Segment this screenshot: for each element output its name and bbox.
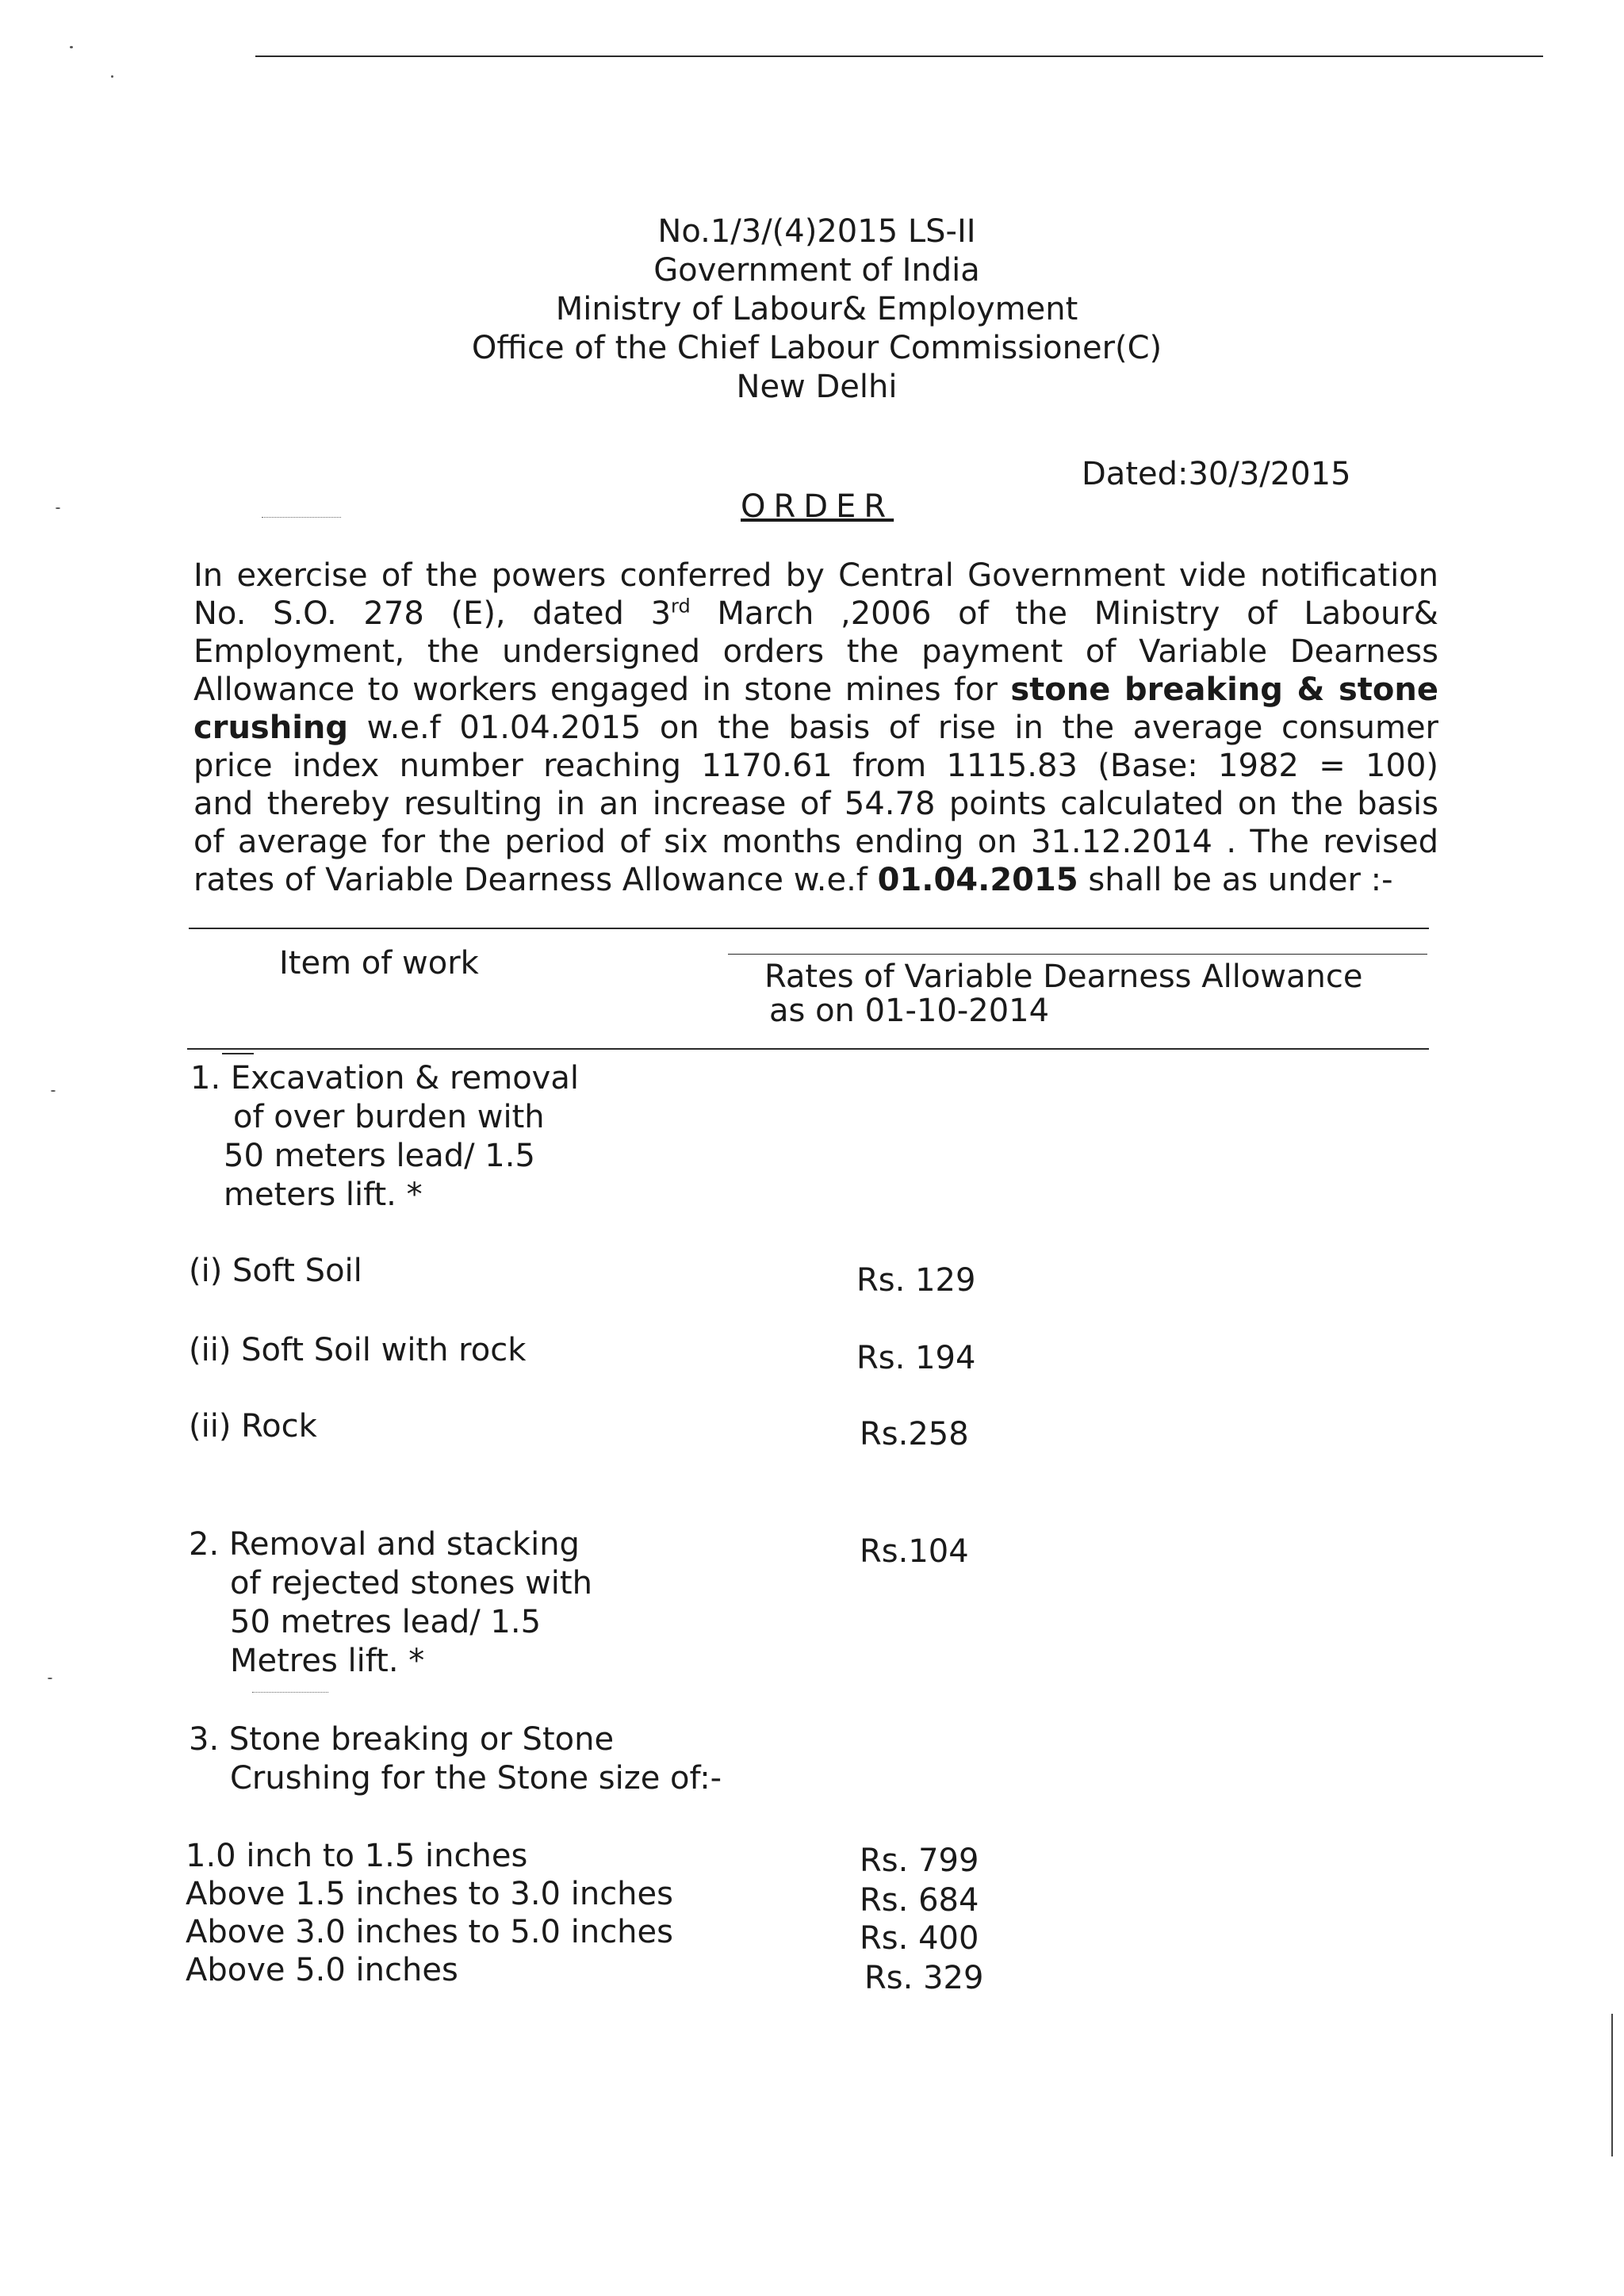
item-line: 1. Excavation & removal [190, 1060, 579, 1096]
bold-date: 01.04.2015 [877, 862, 1078, 898]
rate-value: Rs.258 [860, 1416, 969, 1452]
table-header-rule [728, 954, 1427, 955]
item-line: of rejected stones with [230, 1565, 592, 1601]
item-line: 50 metres lead/ 1.5 [230, 1604, 542, 1640]
rate-value: Rs. 799 [860, 1843, 979, 1879]
bold-phrase: stone breaking & stone [1010, 672, 1439, 708]
date-line: Dated:30/3/2015 [1082, 456, 1351, 492]
column-header-item: Item of work [279, 945, 479, 982]
item-line: Metres lift. * [230, 1643, 425, 1679]
scan-speck [48, 1678, 52, 1679]
paragraph-line: rates of Variable Dearness Allowance w.e.f 01.04.2015 shall be as under :- [193, 862, 1393, 898]
column-header-rate-date: as on 01-10-2014 [769, 993, 1050, 1029]
paragraph-line: Employment, the undersigned orders the payment of Variable Dearness [193, 633, 1438, 670]
size-label: Above 3.0 inches to 5.0 inches [186, 1914, 673, 1950]
order-pencil-mark [262, 517, 341, 518]
paragraph-line: crushing w.e.f 01.04.2015 on the basis of rise in the average consumer [193, 710, 1438, 746]
scan-edge-line [1611, 2014, 1613, 2156]
column-header-rate: Rates of Variable Dearness Allowance [764, 959, 1363, 995]
paragraph-line: of average for the period of six months ending on 31.12.2014 . The revised [193, 824, 1438, 860]
scan-speck [70, 46, 73, 48]
scan-speck [56, 507, 60, 509]
size-label: Above 5.0 inches [186, 1952, 458, 1988]
size-label: 1.0 inch to 1.5 inches [186, 1838, 528, 1874]
table-header-bottom-rule-short [222, 1053, 254, 1054]
item-3-description [189, 1720, 722, 1798]
scan-speck [111, 75, 113, 78]
paragraph-line: In exercise of the powers conferred by Central Government vide notification [193, 557, 1438, 594]
city-name: New Delhi [736, 369, 898, 405]
rate-value: Rs. 129 [856, 1262, 976, 1299]
table-header-bottom-rule [187, 1048, 1429, 1050]
order-title: ORDER [741, 488, 894, 525]
paragraph-line: No. S.O. 278 (E), dated 3rd March ,2006 of the Ministry of Labour& [193, 595, 1438, 632]
rate-value: Rs. 684 [860, 1882, 979, 1919]
letterhead [444, 212, 1189, 407]
rate-value: Rs.104 [860, 1533, 969, 1570]
sub-item-label: (ii) Soft Soil with rock [189, 1332, 527, 1368]
paragraph-line: Allowance to workers engaged in stone mines for stone breaking & stone [193, 672, 1439, 708]
order-paragraph [193, 557, 1438, 899]
item-line: 50 meters lead/ 1.5 [224, 1138, 535, 1174]
item-line: 3. Stone breaking or Stone [189, 1721, 615, 1758]
ministry-name: Ministry of Labour& Employment [555, 291, 1078, 327]
ordinal-suffix: rd [671, 595, 691, 618]
scan-speck [51, 1090, 56, 1092]
table-top-rule [189, 928, 1429, 929]
item-1-description [190, 1059, 579, 1215]
item-line: Crushing for the Stone size of:- [230, 1760, 722, 1797]
item-line: meters lift. * [224, 1177, 423, 1213]
item-line: of over burden with [233, 1099, 545, 1135]
top-rule [255, 55, 1543, 57]
government-name: Government of India [653, 252, 980, 289]
sub-item-label: (i) Soft Soil [189, 1253, 362, 1289]
rate-value: Rs. 400 [860, 1920, 979, 1957]
rate-value: Rs. 329 [864, 1960, 984, 1996]
pencil-mark [252, 1692, 328, 1693]
reference-number: No.1/3/(4)2015 LS-II [657, 213, 976, 250]
bold-word: crushing [193, 710, 349, 746]
paragraph-line: and thereby resulting in an increase of 54.78 points calculated on the basis [193, 786, 1438, 822]
item-2-description [189, 1525, 592, 1681]
size-label: Above 1.5 inches to 3.0 inches [186, 1876, 673, 1912]
item-line: 2. Removal and stacking [189, 1526, 580, 1563]
office-name: Office of the Chief Labour Commissioner(C) [471, 330, 1162, 366]
rate-value: Rs. 194 [856, 1340, 976, 1376]
paragraph-line: price index number reaching 1170.61 from 1115.83 (Base: 1982 = 100) [193, 748, 1438, 784]
sub-item-label: (ii) Rock [189, 1408, 317, 1445]
